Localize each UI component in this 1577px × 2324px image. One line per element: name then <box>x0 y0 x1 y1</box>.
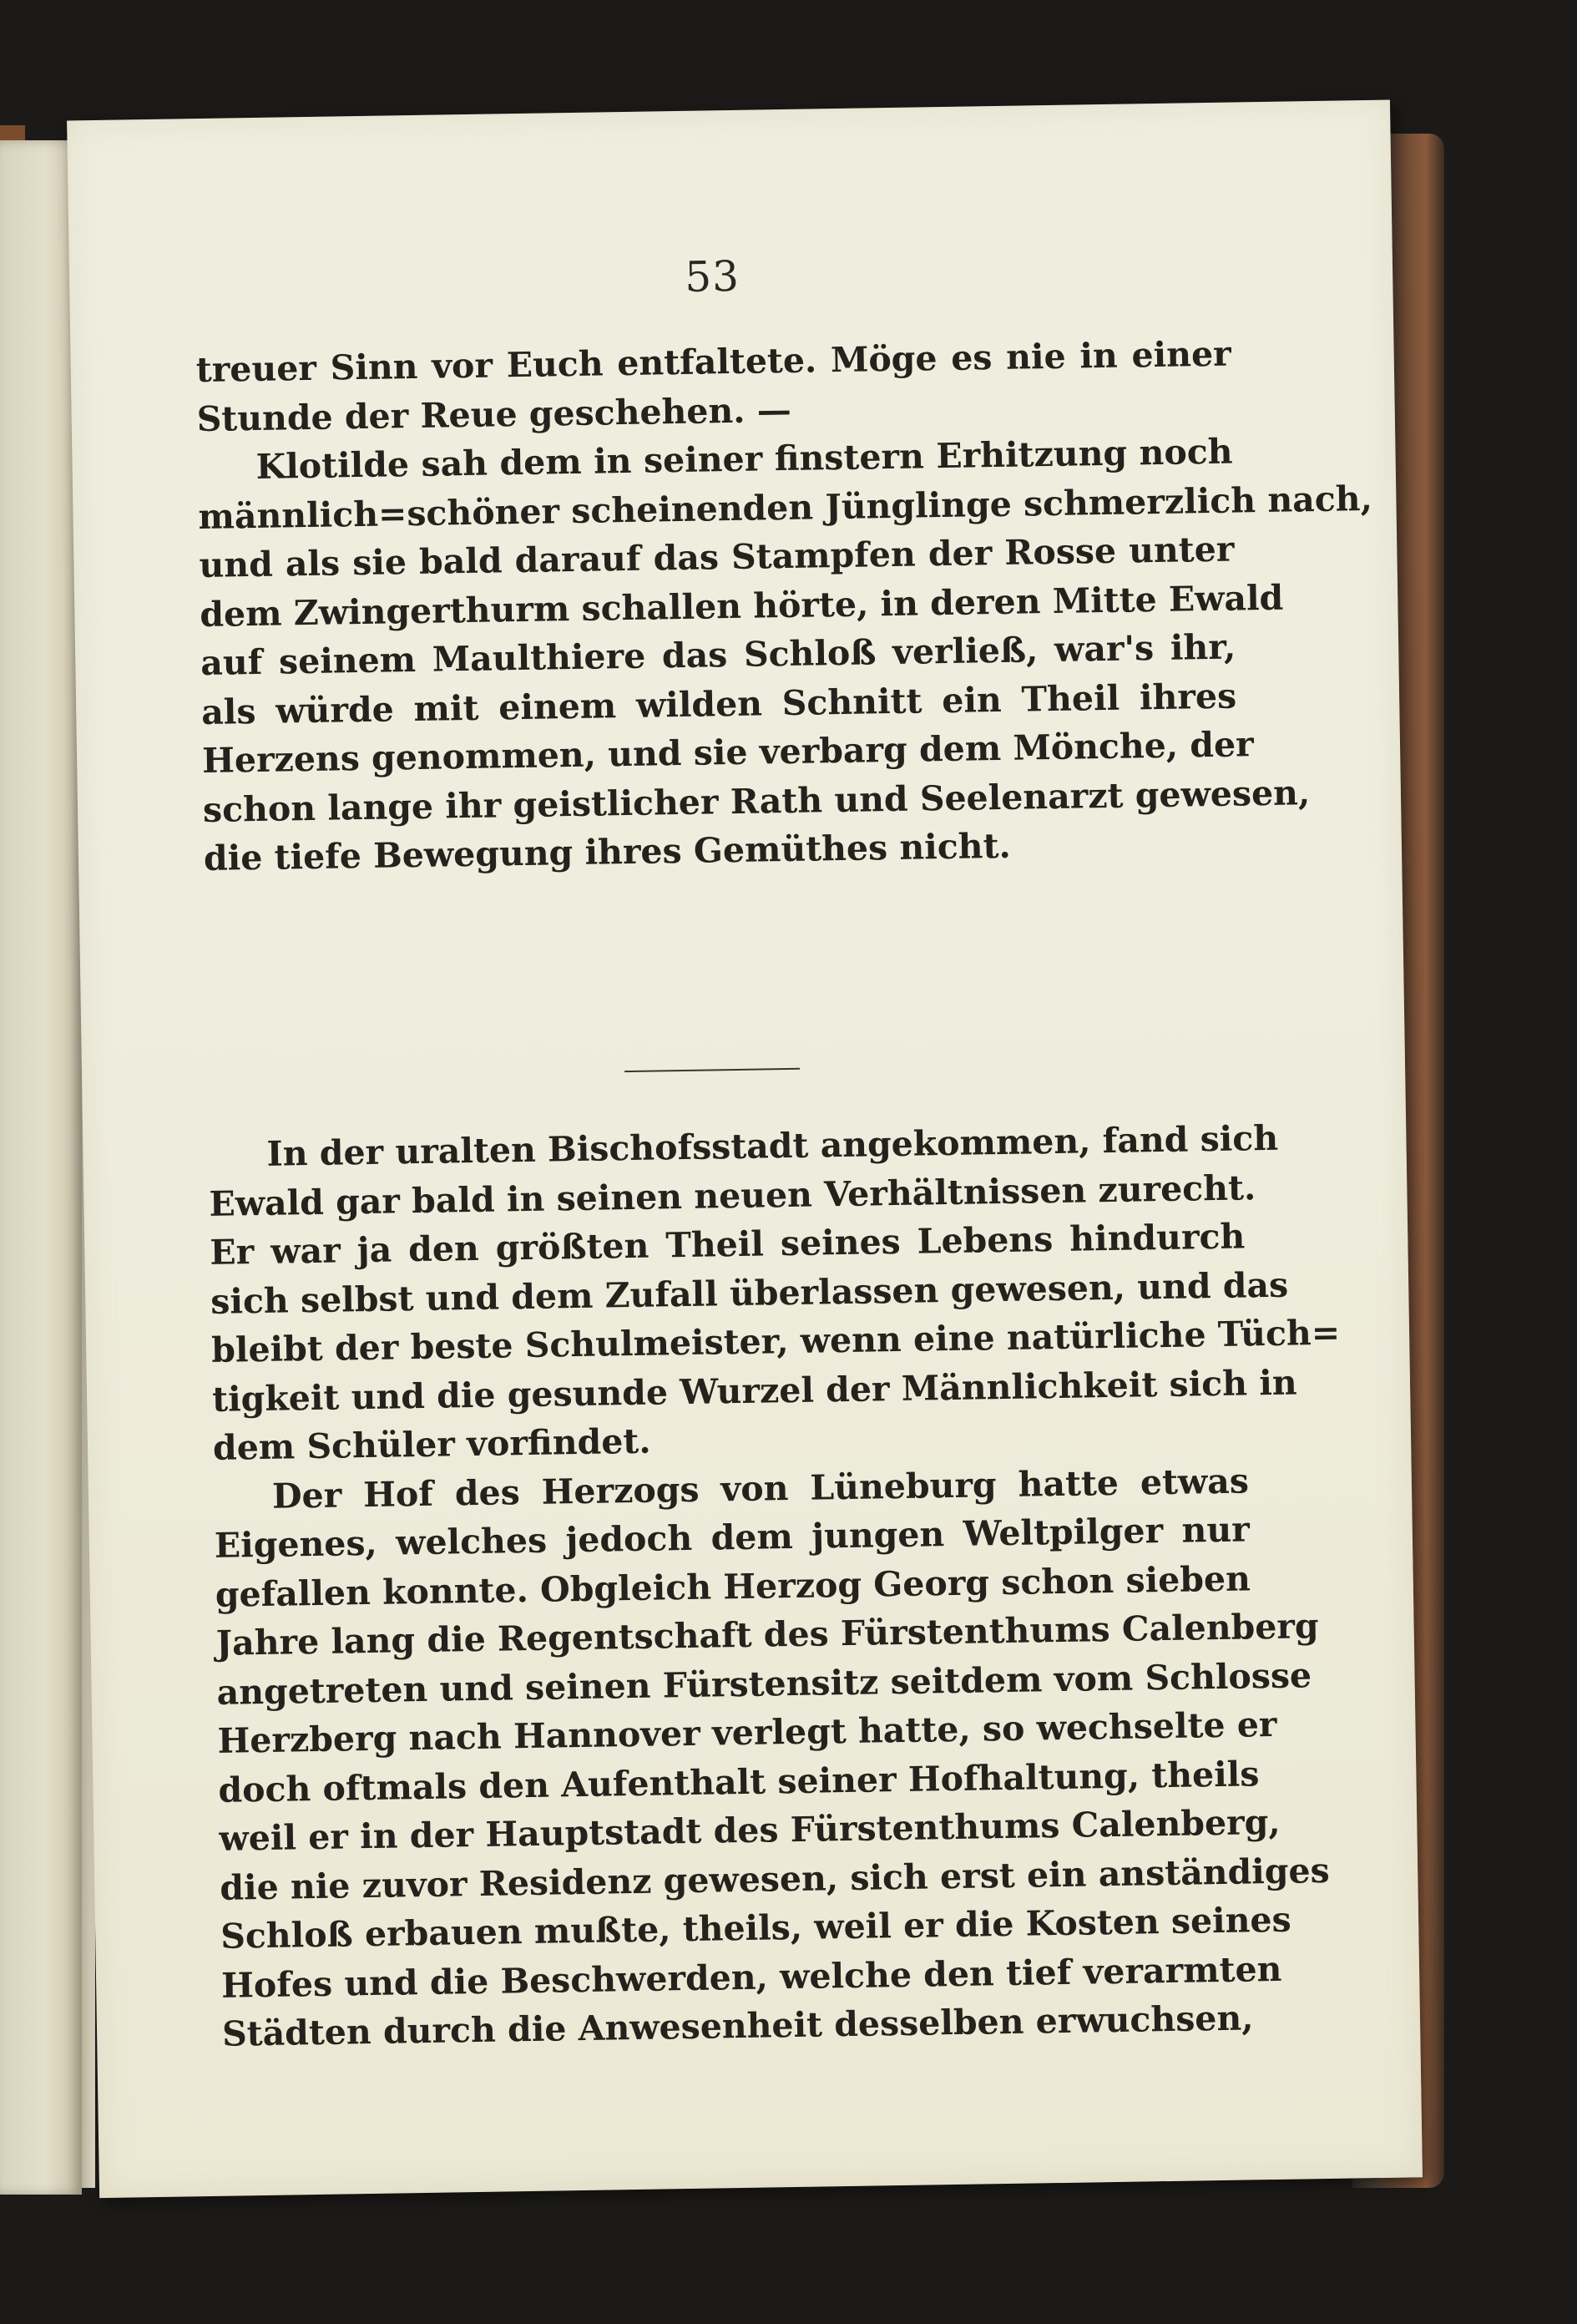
text-line: Jahre lang die Regentschaft des Fürstenthums Calenberg <box>215 1606 1319 1663</box>
text-line: dem Zwingerthurm schallen hörte, in deren Mitte Ewald <box>200 577 1284 635</box>
text-line: schon lange ihr geistlicher Rath und Seelenarzt gewesen, <box>202 772 1311 830</box>
text-line: Klotilde sah dem in seiner finstern Erhitzung noch <box>255 431 1233 487</box>
text-line: bleibt der beste Schulmeister, wenn eine natürliche Tüch= <box>210 1312 1341 1370</box>
text-line: tigkeit und die gesunde Wurzel der Männlichkeit sich in <box>211 1361 1297 1420</box>
text-line: als würde mit einem wilden Schnitt ein Theil ihres <box>200 676 1237 732</box>
text-line: gefallen konnte. Obgleich Herzog Georg schon sieben <box>215 1557 1251 1615</box>
text-line: doch oftmals den Aufenthalt seiner Hofhaltung, theils <box>218 1753 1260 1810</box>
section-divider <box>624 1068 800 1072</box>
page-content <box>195 245 1373 2054</box>
text-line: sich selbst und dem Zufall überlassen gewesen, und das <box>210 1264 1289 1322</box>
text-line: Schloß erbauen mußte, theils, weil er die Kosten seines <box>220 1899 1292 1957</box>
text-line: Herzens genommen, und sie verbarg dem Mönche, der <box>201 724 1255 781</box>
text-line: angetreten und seinen Fürstensitz seitdem vom Schlosse <box>216 1654 1312 1713</box>
text-line: dem Schüler vorfindet. <box>212 1420 651 1468</box>
book-page <box>67 100 1423 2199</box>
facing-page-edge <box>0 140 82 2195</box>
text-line: Hofes und die Beschwerden, welche den tief verarmten <box>220 1948 1282 2006</box>
text-line: Er war ja den größten Theil seines Lebens hindurch <box>210 1216 1246 1273</box>
text-block-first <box>195 330 1373 884</box>
text-line: Herzberg nach Hannover verlegt hatte, so wechselte er <box>217 1704 1277 1761</box>
text-line: männlich=schöner scheinenden Jünglinge schmerzlich nach, <box>198 478 1373 537</box>
text-line: die nie zuvor Residenz gewesen, sich erst ein anständiges <box>219 1850 1330 1908</box>
text-line: auf seinem Maulthiere das Schloß verließ, war's ihr, <box>200 626 1236 684</box>
text-line: die tiefe Bewegung ihres Gemüthes nicht. <box>203 825 1012 878</box>
text-line: Der Hof des Herzogs von Lüneburg hatte etwas <box>271 1460 1250 1516</box>
text-line: Eigenes, welches jedoch dem jungen Weltpilger nur <box>214 1509 1251 1566</box>
text-line: In der uralten Bischofsstadt angekommen, fand sich <box>266 1117 1279 1174</box>
page-number: 53 <box>684 251 740 301</box>
text-line: Städten durch die Anwesenheit desselben erwuchsen, <box>221 1997 1254 2054</box>
text-line: Stunde der Reue geschehen. — <box>196 389 792 439</box>
text-line: Ewald gar bald in seinen neuen Verhältnissen zurecht. <box>209 1167 1256 1224</box>
text-line: treuer Sinn vor Euch entfaltete. Möge es nie in einer <box>195 333 1232 391</box>
text-block-second <box>208 1114 1341 2058</box>
text-line: weil er in der Hauptstadt des Fürstenthums Calenberg, <box>219 1801 1281 1859</box>
text-line: und als sie bald darauf das Stampfen der Rosse unter <box>199 529 1235 586</box>
